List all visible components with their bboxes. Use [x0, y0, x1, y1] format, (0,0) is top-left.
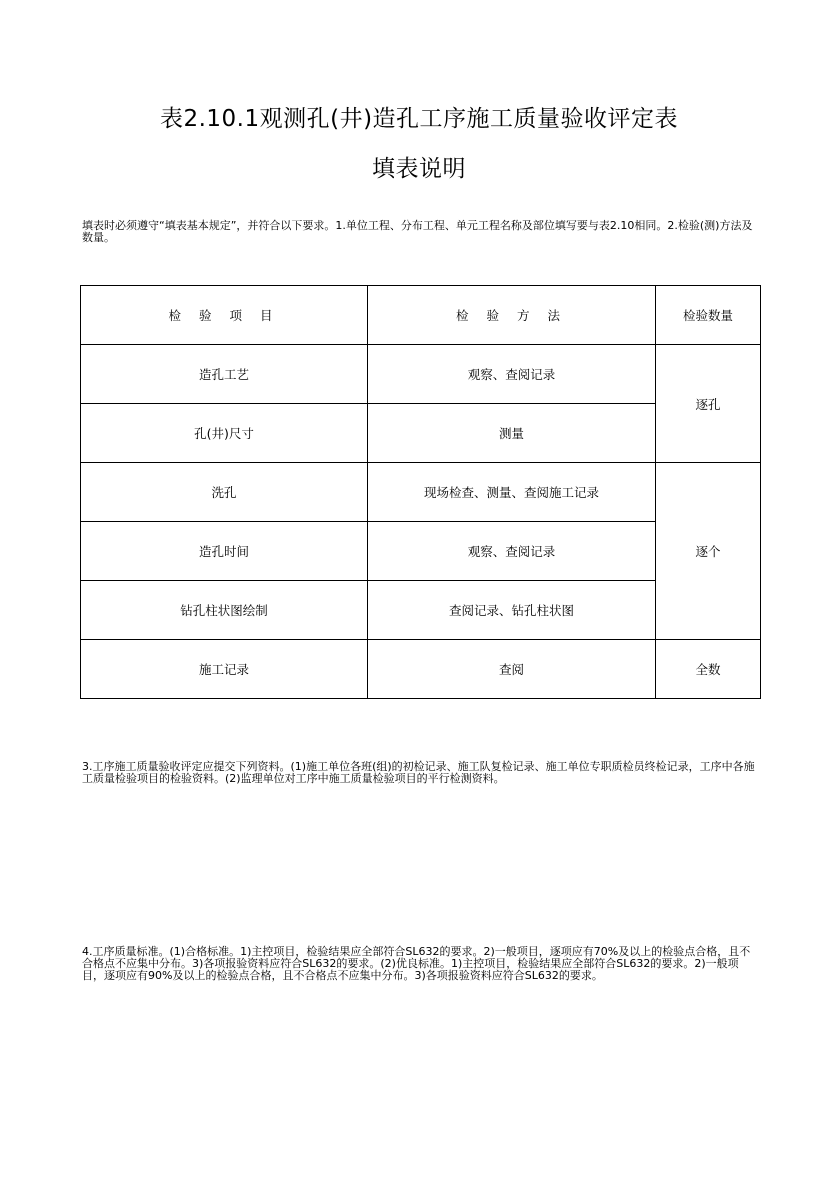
quantity-cell: 全数	[656, 640, 761, 699]
quality-standard-paragraph: 4.工序质量标准。(1)合格标准。1)主控项目，检验结果应全部符合SL632的要求。2)一般项目，逐项应有70%及以上的检验点合格，且不合格点不应集中分布。3)各项报验资料应符合SL632的要求。(2)优良标准。1)主控项目，检验结果应全部符合SL632的要求。2)一般项目，逐项应有90%及以上的检验点合格，且不合格点不应集中分布。3)各项报验资料应符合SL632的要求。	[82, 945, 751, 982]
header-inspection-quantity: 检验数量	[656, 286, 761, 345]
header-inspection-method: 检 验 方 法	[368, 286, 656, 345]
quantity-cell: 逐个	[656, 463, 761, 640]
row-method: 测量	[368, 404, 656, 463]
row-item: 造孔工艺	[81, 345, 368, 404]
table-row	[81, 463, 761, 522]
row-item: 钻孔柱状图绘制	[81, 581, 368, 640]
row-method: 查阅记录、钻孔柱状图	[368, 581, 656, 640]
quantity-cell: 逐孔	[656, 345, 761, 463]
table-row	[81, 345, 761, 404]
row-method: 观察、查阅记录	[368, 522, 656, 581]
intro-paragraph: 填表时必须遵守“填表基本规定”，并符合以下要求。1.单位工程、分布工程、单元工程名称及部位填写要与表2.10相同。2.检验(测)方法及数量。	[82, 219, 753, 244]
table-header-row	[81, 286, 761, 345]
row-method: 查阅	[368, 640, 656, 699]
row-item: 洗孔	[81, 463, 368, 522]
row-method: 现场检查、测量、查阅施工记录	[368, 463, 656, 522]
inspection-table	[80, 285, 761, 699]
page-title: 表2.10.1观测孔(井)造孔工序施工质量验收评定表	[159, 106, 679, 132]
row-method: 观察、查阅记录	[368, 345, 656, 404]
materials-paragraph: 3.工序施工质量验收评定应提交下列资料。(1)施工单位各班(组)的初检记录、施工队复检记录、施工单位专职质检员终检记录，工序中各施工质量检验项目的检验资料。(2)监理单位对工序中施工质量检验项目的平行检测资料。	[82, 760, 755, 785]
row-item: 施工记录	[81, 640, 368, 699]
page-subtitle: 填表说明	[372, 156, 466, 182]
table-row	[81, 640, 761, 699]
row-item: 孔(井)尺寸	[81, 404, 368, 463]
header-inspection-item: 检 验 项 目	[81, 286, 368, 345]
row-item: 造孔时间	[81, 522, 368, 581]
